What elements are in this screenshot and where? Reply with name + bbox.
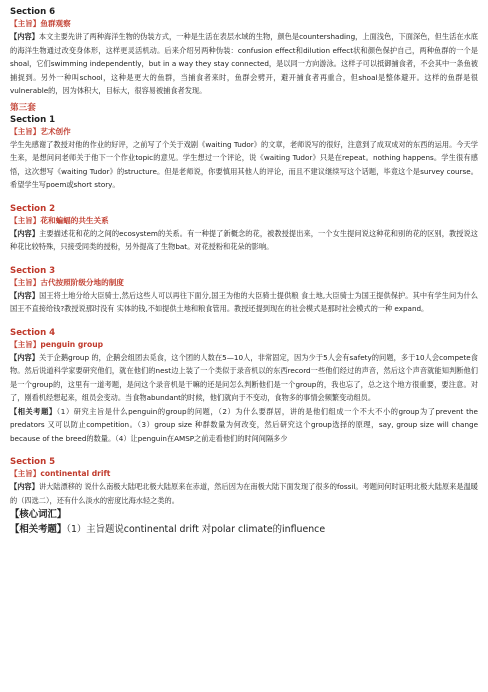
section-3-theme: 【主旨】古代按照阶级分地的制度: [10, 277, 124, 287]
section-6-theme: 【主旨】鱼群观察: [10, 19, 71, 28]
section-4-title: Section 4: [10, 327, 56, 338]
section-5-content: [10, 480, 478, 507]
section-4-content: [10, 351, 478, 405]
set-3-title: 第三套: [10, 102, 36, 113]
final-related-label: 【相关考题】: [10, 524, 67, 535]
section-4-content-text: 关于企鹅group 的，企鹅会组团去觅食，这个团的人数在5—10人，非常固定，因为少于5人会有safety的问题，多于10人会compete食物。然后说道科学家要研究他们，就在他们的nest边上装了一个类似于录音机以的东西record一些他们经过的声音，然后这个声音就能知判断他们是一个group的，这里有一道考题，是问这个录音机是干嘛的还是问怎么判断他们是一个group的，我也忘了，总之这个地方很重要，要注意。对了，刚看机经想起来，组员会变动。当食物abundant的时候，他们就向于不变动，食物多的事情会频繁变动组员。: [10, 352, 478, 402]
section-1-content: 学生先感谢了教授对他的作业的好评，之前写了个关于戏剧《waiting Tudor》的文章，老师说写的很好，注意到了成双成对的东西的运用。今天学生来，是想问问老师关于他下一个作业topic的意见。学生想过一个评论，说《waiting Tudor》只是在repeat。nothing happens。学生很有感悟，这次想写《waiting Tudor》的structure。但是老师说，你要慎用其他人的评论，而且不建议继续写这个话题，毕竟这个是survey course。希望学生写poem或short story。: [10, 139, 478, 189]
content-label: 【内容】: [10, 290, 40, 300]
section-6-content: [10, 30, 478, 98]
section-3-title: Section 3: [10, 265, 56, 276]
related-label: 【相关考题】: [10, 406, 57, 416]
section-5-theme: 【主旨】continental drift: [10, 469, 111, 478]
section-5-content-text: 讲大陆漂移的 说什么南极大陆吧北极大陆原来在赤道，然后因为在南极大陆下面发现了很多的fossil。考题问何时证明北极大陆原来是温暖的（四选二），还有什么淡水的密度比海水轻之类的。: [10, 482, 478, 505]
section-6-title: Section 6: [10, 7, 56, 17]
section-6-content-text: 本文主要先讲了两种海洋生物的伪装方式，一种是生活在表层水域的生物，颜色是countershading，上面浅色，下面深色，但生活在水底的海洋生物通过改变身体形，这样更灵活机动。后来介绍另两种伪装：confusion effect和dilution effect状和颜色保护自己，两种鱼群的一个是 shoal，它们swimming independently，but in a way they stay connected，是以同一方向游泳。这样子可以抵御捕食者，不会其中一条鱼被捕捉到。另外一种叫school，这种是更大的鱼群，当捕食者来时，鱼群会劈开，避开捕食者再重合，但shoal是整体避开。这样的鱼群是很vulnerable的，因为体积大，目标大，很容易被捕食者发现。: [10, 32, 478, 95]
section-3-content-text: 国王将土地分给大臣骑士,然后这些人可以再往下面分,国王为他的大臣骑士提供粮 食土地,大臣骑士为国王提供保护。其中有学生问为什么国王不直接给钱?教授说那时没有 实体的钱,不如提供土地和粮食管用。教授还提到现在的社会模式是那时社会模式的一种 expand。: [10, 290, 478, 313]
content-label: 【内容】: [10, 228, 40, 238]
content-label: 【内容】: [10, 352, 40, 362]
section-4-theme: 【主旨】penguin group: [10, 339, 104, 349]
section-4-related-text: （1）研究主旨是什么penguin的group的问题，（2）为什么要群居，讲的是他们组成一个不大不小的group为了prevent the predators 又可以防止competition。（3）group size 种群数量为何改变，然后研究这个group选择的原理，say, group size will change because of the breed的数量。（4）让penguin在AMSP之前走看他们的时间间隔多少: [10, 406, 478, 443]
section-5-title: Section 5: [10, 457, 56, 467]
section-2-title: Section 2: [10, 203, 56, 214]
section-3-content: [10, 289, 478, 316]
section-1-theme: 【主旨】艺术创作: [10, 126, 71, 136]
keywords-label: 【核心词汇】: [10, 509, 67, 520]
section-2-content: [10, 227, 478, 254]
section-2-content-text: 主要描述花和花的之间的ecosystem的关系。有一种提了新概念的花，被教授提出来，一个女生提问说这种花和别的花的区别，教授说这种花比较特殊，只接受同类的授粉，另外提高了生物bat。对花授粉和花朵的影响。: [10, 228, 478, 251]
section-1-title: Section 1: [10, 114, 56, 125]
content-label: 【内容】: [10, 482, 39, 491]
final-related-text: （1）主旨题说continental drift 对polar climate的influence: [66, 524, 326, 535]
section-4-related: [10, 405, 478, 446]
keywords-heading: [10, 507, 478, 522]
section-2-theme: 【主旨】花和蝙蝠的共生关系: [10, 215, 109, 225]
final-related-question: [10, 522, 478, 537]
content-label: 【内容】: [10, 32, 39, 41]
